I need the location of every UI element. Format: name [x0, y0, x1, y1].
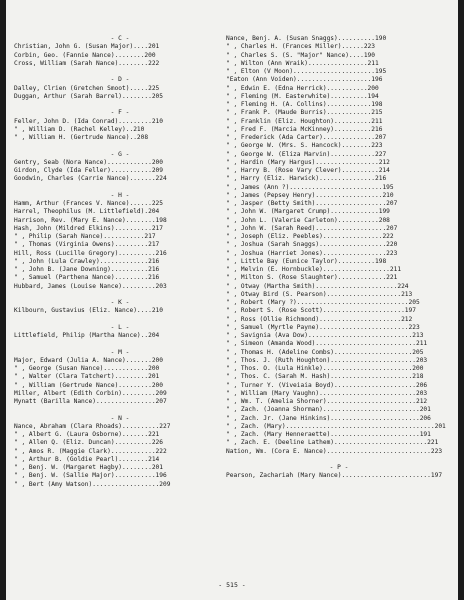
index-entry: " , William H. (Gertrude Nance)..208 — [14, 134, 149, 141]
index-entry: " , Turner Y. (Viveiaia Boyd)......................206 — [226, 381, 428, 389]
index-entry: " , Samuel (Myrtle Payne)........................223 — [226, 323, 420, 331]
index-entry: " , Jasper (Betty Smith)...................207 — [226, 200, 398, 207]
index-entry: " , Hardin (Mary Hargus).................212 — [226, 158, 390, 166]
index-entry: " , Simeon (Amanda Wood)...........................211 — [226, 340, 428, 348]
spacer — [14, 291, 226, 299]
index-entry: " , Thomas (Virginia Owens).........217 — [14, 241, 160, 249]
index-entry: " , Philip (Sarah Nance)...........217 — [14, 233, 156, 240]
index-entry: Hash, John (Mildred Elkins)..........217 — [14, 224, 164, 232]
spacer — [14, 184, 226, 192]
scan-edge-left — [0, 0, 6, 600]
index-entry: " , Arthur B. (Goldie Pearl)........214 — [14, 455, 160, 463]
index-entry: Mynatt (Barilla Nance)................207 — [14, 398, 167, 405]
index-entry: " , Robert S. (Rose Scott)......................197 — [226, 307, 416, 315]
index-entry: Duggan, Arthur (Sarah Barrel)........205 — [14, 92, 164, 100]
letter-heading: - N - — [110, 414, 130, 422]
index-entry: Harrison, Rev. (Mary E. Nance)........198 — [14, 216, 167, 224]
index-entry: Feller, John D. (Ida Conrad).........210 — [14, 117, 164, 125]
index-entry: " , Charles S. (S. "Major" Nance)....190 — [226, 51, 376, 59]
index-entry: Dalley, Clrien (Gretchen Smoot).....225 — [14, 84, 160, 92]
index-entry: " , Robert (Mary ?)..............................205 — [226, 299, 420, 306]
index-entry: " , Zach. (Mary Henneraette)........................191 — [226, 431, 431, 438]
index-entry: " , Bert (Amy Watson)..................209 — [14, 480, 171, 488]
index-entry: " , Harry (Eliz. Harwick)...............216 — [226, 175, 387, 183]
index-entry: "Eaton (Ann Voiden)....................196 — [226, 76, 383, 84]
letter-heading: - F - — [110, 109, 130, 117]
index-entry: Hubbard, James (Louise Nance).........203 — [14, 282, 167, 290]
index-entry: " , Benj. W. (Sallie Major)...........196 — [14, 472, 167, 480]
scan-edge-right — [458, 0, 464, 600]
index-entry: " , Zach. Jr. (Jane Hinkins)........................206 — [226, 414, 431, 422]
spacer — [14, 340, 226, 348]
index-entry: " , Albert G. (Laura Osborne).......221 — [14, 431, 160, 438]
index-entry: Nation, Wm. (Cora E. Nance)............................223 — [226, 447, 443, 455]
letter-heading: - G - — [110, 150, 130, 158]
index-entry: " , John B. (Jane Downing)..........216 — [14, 266, 160, 273]
index-entry: Cross, William (Sarah Nance)........222 — [14, 59, 160, 67]
index-entry: Corbin, Geo. (Fannie Nance)........200 — [14, 51, 156, 59]
index-entry: " , Wilton (Ann Wraik)................211 — [226, 59, 379, 67]
index-entry: " , James (Pepsey Henry)..................210 — [226, 191, 394, 199]
right-column — [226, 35, 452, 481]
index-entry: Goodwin, Charles (Carrie Nance).......224 — [14, 175, 167, 183]
index-entry: Hill, Ross (Lucille Gregory)..........216 — [14, 249, 167, 257]
index-entry: " , George (Susan Nance)............200 — [14, 365, 160, 372]
index-entry: " , Charles H. (Frances Miller)......223 — [226, 43, 376, 51]
spacer — [14, 142, 226, 150]
index-entry: " , Zach. (Mary)........................................201 — [226, 422, 446, 430]
index-entry: " , Joshua (Harriet Jones).................223 — [226, 249, 398, 257]
index-entry: " , Wm. T. (Amelia Shorner)........................212 — [226, 398, 428, 405]
index-entry: Christian, John G. (Susan Major)....201 — [14, 43, 160, 51]
index-entry: Major, Edward (Julia A. Nance).......200 — [14, 356, 164, 364]
page-number: - 515 - — [218, 581, 246, 589]
index-entry: " , Fred F. (Marcia McKinney)..........216 — [226, 125, 383, 133]
index-entry: " , John W. (Sarah Reed)...................207 — [226, 224, 398, 232]
index-entry: " , Fleming (M. Easterwhite)..........194 — [226, 92, 379, 100]
index-entry: Miller, Albert (Edith Corbin).........209 — [14, 389, 167, 397]
index-entry: " , Elton (V Moon)......................195 — [226, 68, 387, 75]
index-entry: Gentry, Seab (Nora Nance)............200 — [14, 158, 164, 166]
index-entry: " , George W. (Eliza Marvin)............227 — [226, 150, 387, 158]
index-entry: " , Otway (Martha Smith)......................224 — [226, 282, 409, 290]
index-entry: " , Thomas H. (Adeline Combs).....................205 — [226, 348, 424, 356]
letter-heading: - D - — [110, 76, 130, 84]
index-entry: " , Fleming H. (A. Collins)............198 — [226, 101, 383, 108]
index-entry: " , Little Bay (Eunice Taylor)..........198 — [226, 257, 387, 265]
index-entry: " , Milton S. (Rose Slaughter).............221 — [226, 274, 398, 282]
index-entry: " , George W. (Mrs. S. Hancock)........223 — [226, 142, 383, 150]
letter-heading: - H - — [110, 191, 130, 199]
index-entry: Nance, Abraham (Clara Rhoads)..........227 — [14, 422, 171, 430]
index-entry: " , Otway Bird (S. Pearson)....................213 — [226, 290, 413, 298]
index-entry: " , Harry B. (Rose Vary Clever)..........214 — [226, 167, 390, 174]
index-entry: " , William (Mary Vaughn)..........................203 — [226, 389, 428, 397]
letter-heading: - L - — [110, 323, 130, 331]
index-entry: " , Allen Q. (Eliz. Duncan)..........226 — [14, 439, 164, 447]
index-entry: " , Melvin (E. Hornbuckle)..................211 — [226, 266, 402, 273]
index-entry: " , John (Lula Crawley).............216 — [14, 257, 160, 265]
left-column — [14, 35, 226, 489]
index-entry: Hamm, Arthur (Frances V. Nance)......225 — [14, 200, 164, 207]
index-entry: " , Amos R. (Maggie Clark)............222 — [14, 447, 167, 455]
index-entry: " , Thos. J. (Ruth Houghton).......................203 — [226, 356, 428, 364]
index-entry: " , John L. (Valerie Carleton)...........208 — [226, 216, 390, 224]
index-entry: " , James (Ann ?).........................195 — [226, 183, 394, 191]
index-entry: " , Thos. O. (Lula Hinkle)........................200 — [226, 365, 424, 372]
index-entry: " , Edwin E. (Edna Herrick)...........200 — [226, 84, 379, 92]
index-entry: " , Walter (Clara Tatchert).........201 — [14, 373, 160, 381]
index-entry: Littlefield, Philip (Martha Nance)..204 — [14, 332, 160, 339]
index-entry: " , Frederick (Ada Carter)..............207 — [226, 134, 387, 141]
index-entry: Girdon, Clyde (Ida Feller)...........209 — [14, 167, 164, 174]
letter-heading: - C - — [110, 35, 130, 42]
letter-heading: - K - — [110, 299, 130, 306]
spacer — [14, 68, 226, 76]
index-entry: " , Frank P. (Maude Burris)............215 — [226, 109, 383, 117]
index-entry: " , Samuel (Parthena Nance).........216 — [14, 274, 160, 282]
index-entry: " , William (Gertrude Nance).........200 — [14, 381, 164, 389]
index-entry: " , William D. (Rachel Kelley)..210 — [14, 125, 145, 133]
spacer — [14, 101, 226, 109]
spacer — [14, 406, 226, 414]
index-entry: Pearson, Zachariah (Mary Nance)........................197 — [226, 472, 443, 480]
spacer — [14, 316, 226, 324]
index-entry: Nance, Benj. A. (Susan Snaggs)..........190 — [226, 35, 387, 42]
index-entry: " , Ross (Ollie Richmond)......................212 — [226, 315, 413, 323]
index-entry: " , Zach. (Joanna Shorman)..........................201 — [226, 406, 431, 414]
letter-heading: - M - — [110, 348, 130, 356]
index-entry: " , Joshua (Sarah Snaggs)..................220 — [226, 241, 398, 249]
index-entry: " , Franklin (Eliz. Houghton)..........211 — [226, 117, 383, 125]
index-entry: " , Joseph (Eliz. Peebles)................222 — [226, 233, 394, 240]
spacer — [226, 456, 452, 464]
index-entry: " , Thos. C. (Sarah M. Hash)......................218 — [226, 373, 424, 381]
index-entry: Harrel, Theophilus (M. Littlefield).204 — [14, 208, 160, 216]
index-entry: " , John W. (Margaret Crump).............199 — [226, 208, 390, 216]
index-entry: " , Zach. E. (Deeline Lathem).........................221 — [226, 439, 439, 447]
index-entry: " , Benj. W. (Margaret Hagby)........201 — [14, 464, 164, 471]
letter-heading: - P - — [329, 464, 349, 471]
index-entry: Kilbourn, Gustavius (Eliz. Nance)....210 — [14, 307, 164, 315]
index-entry: " , Savignia (Ava Dow)............................213 — [226, 332, 424, 339]
